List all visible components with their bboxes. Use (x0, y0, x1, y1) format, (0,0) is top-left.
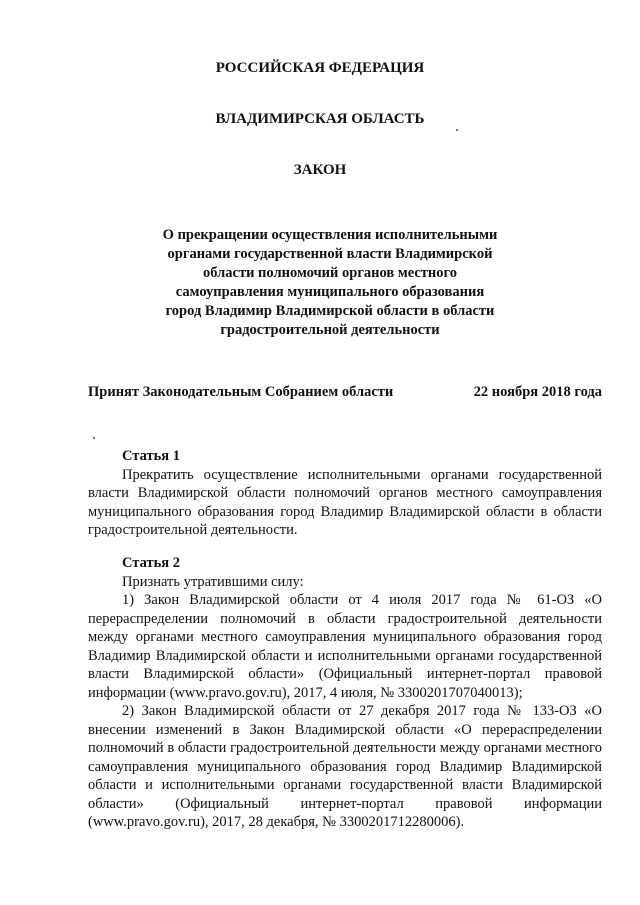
header-country: РОССИЙСКАЯ ФЕДЕРАЦИЯ (215, 60, 425, 76)
title-line: области полномочий органов местного (203, 265, 457, 281)
title-line: органами государственной власти Владимирской (167, 246, 493, 262)
document-type: ЗАКОН (293, 162, 347, 178)
article-1-text: Прекратить осуществление исполнительными органами государственной власти Владимирской области полномочий органов местного самоуправления муниципального образования город Владимир Владимирской области в области градостроительной деятельности. (88, 466, 602, 538)
scan-speck (456, 129, 458, 131)
article-2-item-2: 2) Закон Владимирской области от 27 декабря 2017 года № 133-ОЗ «О внесении изменений в Закон Владимирской области «О перераспределении полномочий в области градостроительной деятельности между органами местного самоуправления муниципального образования город Владимир Владимирской области и исполнительными органами государственной власти Владимирской области» (Официальный интернет-портал правовой информации (www.pravo.gov.ru), 2017, 28 декабря, № 3300201712280006). (88, 703, 602, 830)
article-1-heading: Статья 1 (122, 448, 180, 464)
article-1 (88, 447, 602, 540)
article-2-intro: Признать утратившими силу: (122, 573, 304, 590)
article-2-heading: Статья 2 (122, 555, 180, 571)
article-2-item-1: 1) Закон Владимирской области от 4 июля 2017 года № 61-ОЗ «О перераспределении полномочий в области градостроительной деятельности между органами местного самоуправления муниципального образования город Владимир Владимирской области и исполнительными органами государственной власти Владимирской области» (Официальный интернет-портал правовой информации (www.pravo.gov.ru), 2017, 4 июля, № 3300201707040013); (88, 592, 602, 701)
adopted-by: Принят Законодательным Собранием области (88, 384, 394, 400)
adoption-date: 22 ноября 2018 года (473, 384, 602, 400)
header-region: ВЛАДИМИРСКАЯ ОБЛАСТЬ (215, 111, 425, 127)
article-2 (88, 554, 602, 832)
title-line: градостроительной деятельности (220, 322, 440, 338)
law-title (150, 226, 510, 340)
title-line: самоуправления муниципального образования (175, 284, 485, 300)
adoption-line (88, 384, 602, 401)
title-line: О прекращении осуществления исполнительными (162, 227, 498, 243)
title-line: город Владимир Владимирской области в области (165, 303, 495, 319)
scan-speck (93, 437, 95, 439)
